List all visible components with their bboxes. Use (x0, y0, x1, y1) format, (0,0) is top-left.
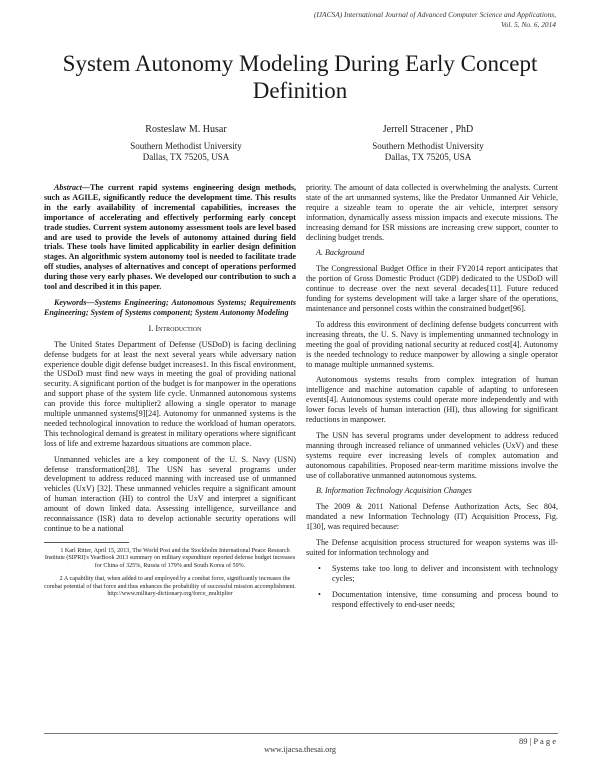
body-paragraph: Unmanned vehicles are a key component of the U. S. Navy (USN) defense transformation[28]. The USN has several programs under development to address reduced manning with increased use of unmanned vehicles (UxV) [32]. These unmanned vehicles require a significant amount of human interaction (HI) to control the UxV and interpret a significant amount of down linked data. Assessing intelligence, surveillance and reconnaissance (ISR) data to develop actionable security operations will continue to be a national (44, 454, 296, 533)
body-paragraph: priority. The amount of data collected is overwhelming the analysts. Current state of the art unmanned systems, like the Predator Unmanned Air Vehicle, require a sizeable team to operate the air vehicle, interpret sensory information, dynamically assess mission impacts and execute missions. The increasing demand for ISR missions are increasing crew support, counter to declining budget trends. (306, 183, 558, 242)
footnote-separator (44, 542, 129, 543)
body-paragraph: The Defense acquisition process structured for weapon systems was ill-suited for information technology and (306, 538, 558, 557)
journal-volume: Vol. 5, No. 6, 2014 (500, 19, 556, 29)
footer-divider (44, 733, 558, 734)
list-item: • Documentation intensive, time consuming and process bound to respond effectively to end-user needs; (332, 590, 558, 610)
author-name: Rosteslaw M. Husar (145, 124, 227, 135)
author-affiliation: Southern Methodist University (130, 141, 242, 151)
body-paragraph: To address this environment of declining defense budgets concurrent with increasing threats, the U. S. Navy is implementing unmanned technology in meeting the goal of providing national security at reduced cost[4]. Autonomy is the needed technology to reduce manpower by allowing a single operator to manage multiple unmanned systems. (306, 319, 558, 369)
abstract-text: The current rapid systems engineering design methods, such as AGILE, significantly reduce the development time. This results in the early availability of incremental capabilities, increases the importance of accelerating and effectively performing early concept trade studies. Current system autonomy assessment tools are level based and are used to provide the levels of autonomy attained during field trials. These tools have limited applicability in earlier design definition stages. An algorithmic system autonomy tool is needed to facilitate trade off studies, analyses of alternatives and concept of operations performed during those very early phases. We developed our contribution to such a tool and described it in this paper. (44, 183, 296, 292)
journal-name: (IJACSA) International Journal of Advanced Computer Science and Applications, (313, 10, 556, 19)
author-name: Jerrell Stracener , PhD (382, 124, 474, 135)
left-column (44, 183, 296, 604)
journal-header (216, 10, 556, 29)
author-affiliation: Southern Methodist University (372, 141, 484, 151)
page-number: 89 | P a g e (518, 736, 556, 746)
author-block-1 (86, 124, 286, 163)
subsection-heading: B. Information Technology Acquisition Changes (316, 486, 472, 496)
author-location: Dallas, TX 75205, USA (384, 152, 472, 162)
section-title: Introduction (155, 323, 202, 333)
section-heading (44, 324, 296, 334)
footnote: 2 A capability that, when added to and employed by a combat force, significantly increases the combat potential of that force and thus enhances the probability of successful mission accomplishment. http://www.military-dictionary.org/force_multiplier (44, 576, 296, 597)
body-paragraph: The United States Department of Defense (USDoD) is facing declining defense budgets for at least the next several years while adversary nation experience double digit defense budget increases1. In this fiscal environment, the USDoD must find new ways in meeting the goal of providing national security. A significant portion of the budget is for manpower in the operations and support phase of the system life cycle. Unmanned autonomous systems can provide this force multiplier2 allowing a single operator to manage multiple unmanned systems[9][24]. Autonomy for unmanned systems is the needed technological innovation to reduce the workload of human operators. This technological demand is greatest in military operations where significant loss of life and extreme hazardous situations are common place. (44, 339, 296, 448)
subsection-heading: A. Background (316, 248, 365, 258)
abstract-label: Abstract— (54, 183, 90, 192)
author-location: Dallas, TX 75205, USA (142, 152, 230, 162)
body-paragraph: The 2009 & 2011 National Defense Authorization Acts, Sec 804, mandated a new Information Technology (IT) Acquisition Process, Fig. 1[30], was required because: (306, 502, 558, 532)
journal-url: www.ijacsa.thesai.org (264, 745, 336, 754)
body-paragraph: The Congressional Budget Office in their FY2014 report anticipates that the portion of Gross Domestic Product (GDP) dedicated to the USDoD will continue to decrease over the next several decades[11]. Future reduced funding for systems development will take a larger share of the operations, maintenance and personnel costs within the constrained budget[96]. (306, 264, 558, 313)
body-paragraph: Autonomous systems results from complex integration of human intelligence and machine automation capable of adapting to unforeseen events[4]. Autonomous systems could operate more independently and with lower focus levels of human interaction (HI), thus allowing for significant reductions in manpower. (306, 375, 558, 425)
keywords: Keywords—Systems Engineering; Autonomous Systems; Requirements Engineering; System of Systems component; System Autonomy Modeling (44, 297, 296, 317)
right-column (306, 183, 558, 616)
abstract (44, 183, 296, 292)
footnote: 1 Karl Ritter, April 15, 2013, The World Post and the Stockholm International Peace Research Institute (SIPRI)'s YearBook 2013 summary on military expenditure reported defense budget increases for China of 325%, Russia of 179% and South Korea of 59%. (44, 547, 296, 569)
section-number: I. (148, 323, 154, 333)
list-item: • Systems take too long to deliver and inconsistent with technology cycles; (332, 564, 558, 584)
bullet-list (306, 564, 558, 610)
author-block-2 (328, 124, 528, 163)
body-paragraph: The USN has several programs under development to address reduced manning through increased reliance of unmanned vehicles (UxV) and these systems require ever increasing levels of complex automation and autonomous capabilities. Proposed near-term maritime missions involve the use of collaborative unmanned autonomous systems. (306, 430, 558, 480)
paper-title: System Autonomy Modeling During Early Concept Definition (62, 51, 538, 103)
